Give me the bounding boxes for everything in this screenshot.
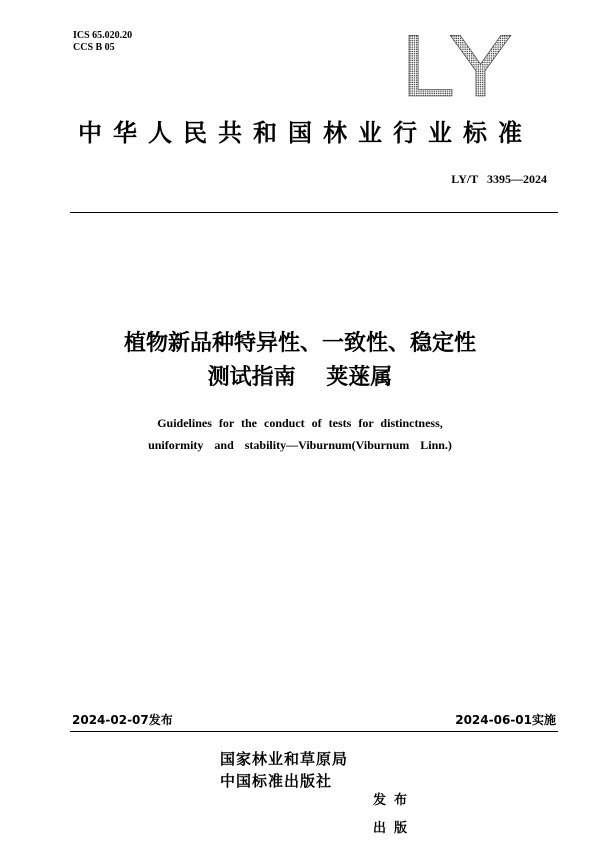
classification-codes — [73, 30, 132, 54]
ccs-code: CCS B 05 — [73, 42, 115, 53]
standard-category: 中华人民共和国林业行业标准 — [78, 119, 533, 147]
title-cn-line2: 测试指南 荚蒾属 — [207, 365, 393, 390]
title-en-line2: uniformity and stability—Viburnum(Viburnum Linn.) — [148, 438, 452, 452]
issuer-org: 国家林业和草原局 — [220, 750, 349, 768]
publisher-org: 中国标准出版社 — [220, 772, 333, 790]
issue-label: 发布 — [373, 793, 416, 808]
bottom-divider — [70, 731, 558, 732]
publish-label: 出版 — [373, 821, 416, 836]
ly-logo — [398, 24, 516, 104]
standard-number: LY/T 3395—2024 — [451, 172, 547, 186]
logo-text: LY — [401, 24, 513, 104]
title-cn-line1: 植物新品种特异性、一致性、稳定性 — [123, 331, 476, 356]
publish-date: 2024-02-07发布 — [72, 713, 173, 727]
top-divider — [70, 212, 558, 213]
implement-date: 2024-06-01实施 — [455, 713, 556, 727]
ics-code: ICS 65.020.20 — [73, 30, 133, 41]
title-en-line1: Guidelines for the conduct of tests for distinctness, — [157, 416, 443, 430]
